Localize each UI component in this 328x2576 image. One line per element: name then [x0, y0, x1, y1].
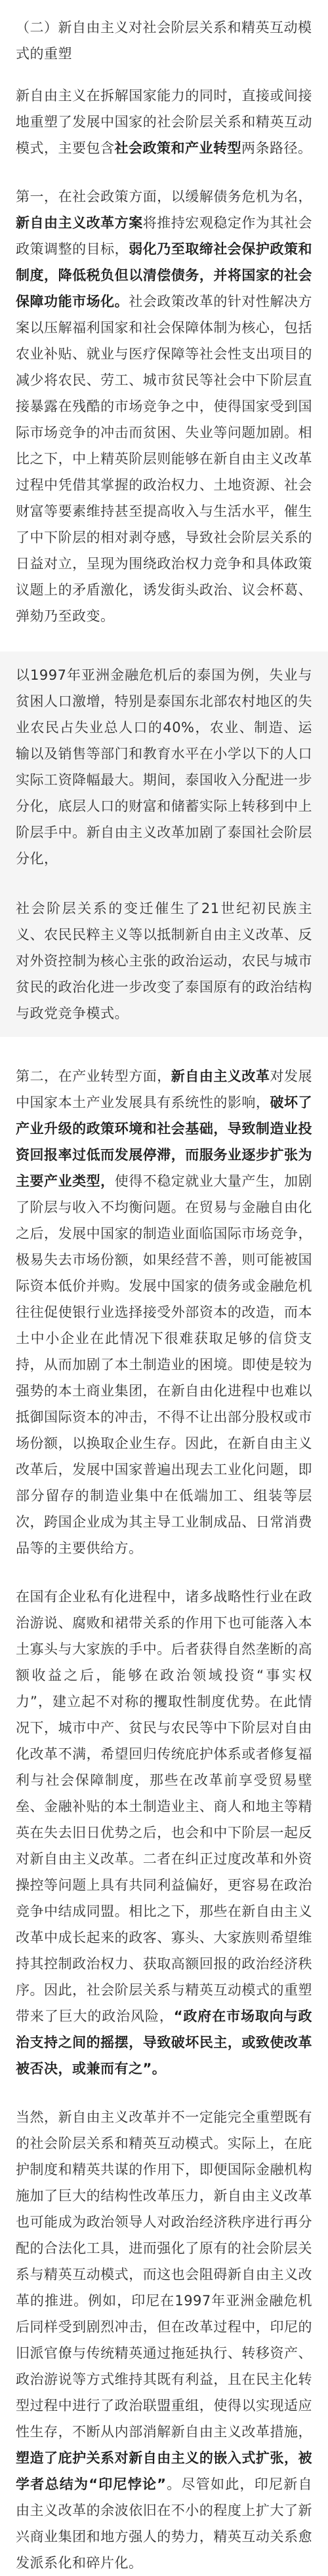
para2-bold-run: 破坏了产业升级的政策环境和社会基础，导致制造业投资回报率过低而发展停滞，而服务业逐步扩张为主要产业类型，	[16, 1095, 313, 1189]
intro-text-run: 两条路径。	[241, 140, 312, 156]
intro-bold-run: 社会政策和产业转型	[114, 140, 241, 156]
para3-text-run: 在国有企业私有化进程中，诸多战略性行业在政治游说、腐败和裙带关系的作用下也可能落入本土寡头与大家族的手中。后者获得自然垄断的高额收益之后，能够在政治领域投资“事实权力”，建立起不对称的攫取性制度优势。在此情况下，城市中产、贫民与农民等中下阶层对自由化改革不满，希望回归传统庇护体系或者修复福利与社会保障制度，那些在改革前享受贸易壁垒、金融补贴的本土制造业主、商人和地主等精英在失去旧日优势之后，也会和中下阶层一起反对新自由主义改革。二者在纠正过度改革和外资操控等问题上具有共同利益偏好，更容易在政治竞争中结成同盟。相比之下，那些在新自由主义改革中成长起来的政客、寡头、大家族则希望维持其控制政治权力、获取高额回报的政治经济秩序。因此，社会阶层关系与精英互动模式的重塑带来了巨大的政治风险，	[16, 1589, 312, 2024]
para4-text-run: 。尽管如此，印尼新自由主义改革的余波依旧在不小的程度上扩大了新兴商业集团和地方强人的势力，精英互动关系愈发派系化和碎片化。	[16, 2476, 313, 2571]
para4-text-run: 进行了政治联盟重组	[72, 2398, 199, 2413]
industrial-transition-paragraph	[16, 1063, 312, 1561]
para2-text-run: 对发展中国家本土产业发展具有系统性的影响，	[16, 1068, 313, 1110]
para1-bold-run: 弱化乃至取缔社会保护政策和制度，降低税负但以清偿债务，并将国家的社会保障功能市场化。	[16, 241, 313, 309]
indonesia-case-paragraph	[16, 2104, 312, 2576]
para1-text-run: 第一，在社会政策方面，以缓解债务危机为名，	[16, 189, 312, 205]
social-policy-paragraph	[16, 184, 312, 629]
privatization-paragraph	[16, 1584, 312, 2082]
intro-text-run: 新自由主义在拆解国家能力的同时，直接或间接地重塑了发展中国家的社会阶层关系和精英互动模式，主要包含	[16, 88, 312, 156]
thailand-case-block	[0, 652, 328, 1037]
para4-bold-run: 塑造了庇护关系对新自由主义的嵌入式扩张，被学者总结为“印尼悖论”	[16, 2450, 312, 2492]
para2-text-run: 第二，在产业转型方面，	[16, 1068, 171, 1084]
para1-text-run: 社会政策改革的针对性解决方案以压解福利国家和社会保障体制为核心，包括农业补贴、就业与医疗保障等社会性支出项目的减少将农民、劳工、城市贫民等社会中下阶层直接暴露在残酷的市场竞争之中，使得国家受到国际市场竞争的冲击而贫困、失业等问题加剧。相比之下，中上精英阶层则能够在新自由主义改革过程中凭借其掌握的政治权力、土地资源、社会财富等要素维持甚至提高收入与生活水平，催生了中下阶层的相对剥夺感，导致社会阶层关系的日益对立，呈现为围绕政治权力竞争和具体政策议题上的矛盾激化，诱发街头政治、议会杯葛、弹劾乃至政变。	[16, 294, 313, 624]
para4-text-run: 当然，新自由主义改革并不一定能完全重塑既有的社会阶层关系和精英互动模式。实际上，在庇护制度和精英共谋的作用下，即便国际金融机构施加了巨大的结构性改革压力，新自由主义改革也可能成为政治领导人对政治经济秩序进行再分配的合法化工具，进而强化了原有的社会阶层关系与精英互动模式，而这也会阻碍新自由主义改革的推进。例如，印尼在1997年亚洲金融危机后同样受到剧烈冲击，但在改革过程中，印尼的旧派官僚与传统精英通过拖延执行、转移资产、政治游说等方式维持其既有利益，且在民主化转型过程中	[16, 2109, 312, 2413]
para2-bold-run: 新自由主义改革	[171, 1068, 270, 1084]
para2-text-run: 使得不稳定就业大量产生，加剧了阶层与收入不均衡问题。在贸易与金融自由化之后，发展中国家的制造业面临国际市场竞争，极易失去市场份额，如果经营不善，则可能被国际资本低价并购。发展中国家的债务或金融危机往往促使银行业选择接受外部资本的改造，而本土中小企业在此情况下很难获取足够的信贷支持，从而加剧了本土制造业的困境。即使是较为强势的本土商业集团，在新自由化进程中也难以抵御国际资本的冲击，不得不让出部分股权或市场份额，以换取企业生存。因此，在新自由主义改革后，发展中国家普遍出现去工业化问题，即部分留存的制造业集中在低端加工、组装等层次，跨国企业成为其主导工业制成品、日常消费品等的主要供给方。	[16, 1173, 313, 1556]
thailand-case-paragraph-2: 社会阶层关系的变迁催生了21世纪初民族主义、农民民粹主义等以抵制新自由主义改革、反对外资控制为核心主张的政治运动，农民与城市贫民的政治化进一步改变了泰国原有的政治结构与政党竞争模式。	[16, 901, 312, 1021]
thailand-case-paragraph-1: 以1997年亚洲金融危机后的泰国为例，失业与贫困人口激增，特别是泰国东北部农村地区的失业农民占失业总人口的40%，农业、制造、运输以及销售等部门和教育水平在小学以下的人口实际工资降幅最大。期间，泰国收入分配进一步分化，底层人口的财富和储蓄实际上转移到中上阶层手中。新自由主义改革加剧了泰国社会阶层分化，	[16, 667, 312, 867]
para1-text-run: 将推持宏观稳定作为其社会政策调整的目标，	[16, 215, 313, 257]
section-heading: （二）新自由主义对社会阶层关系和精英互动模式的重塑	[16, 20, 312, 62]
para1-bold-run: 新自由主义改革方案	[16, 215, 143, 231]
para3-bold-run: “政府在市场取向与政治支持之间的摇摆，导致破坏民主，或致使改革被否决，或兼而有之”。	[16, 2008, 312, 2077]
para4-text-run: ，使得以实现适应性生存，不断从内部消解新自由主义改革措施，	[16, 2398, 313, 2440]
intro-paragraph	[16, 83, 312, 161]
